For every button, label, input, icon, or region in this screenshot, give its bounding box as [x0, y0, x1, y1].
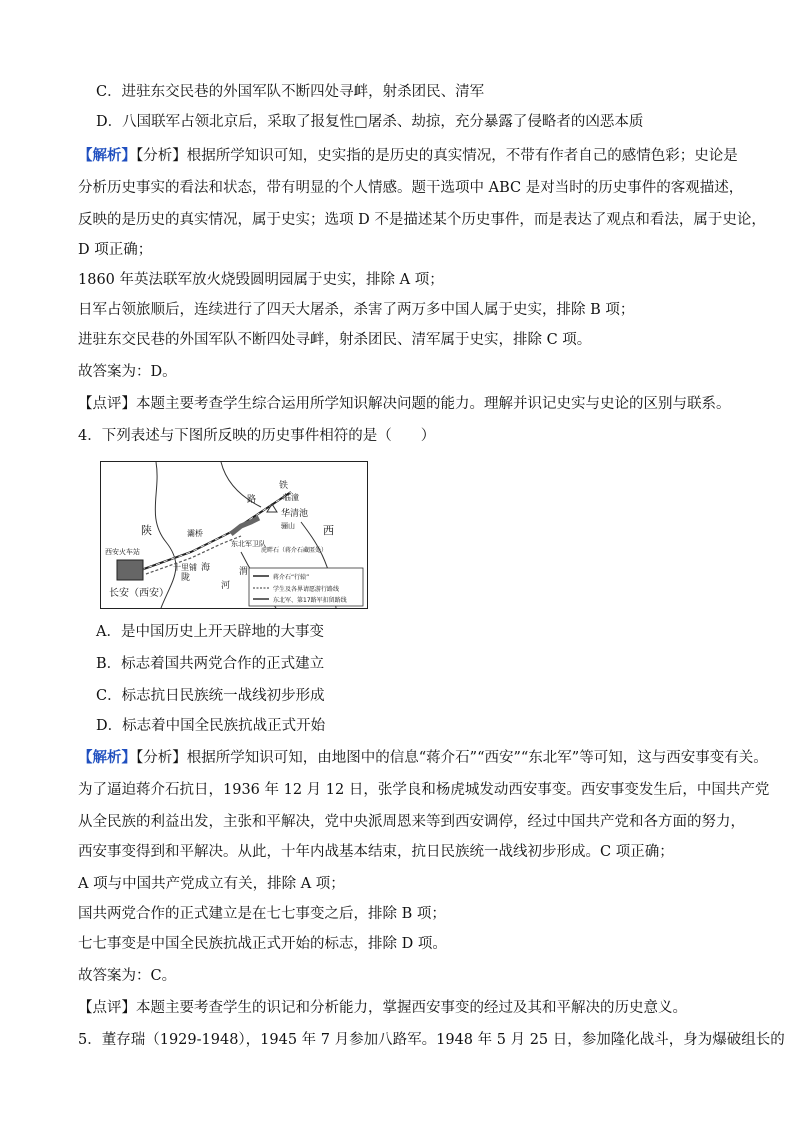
- q4-stem: 4．下列表述与下图所反映的历史事件相符的是（ ）: [78, 428, 436, 444]
- label-shilipu: 十里铺: [173, 563, 197, 572]
- label-xian-station: 西安火车站: [105, 548, 140, 556]
- label-hai: 海: [201, 563, 211, 573]
- map-svg: [101, 462, 367, 608]
- label-baqiao: 灞桥: [187, 529, 203, 538]
- legend-label-1: 蒋介石“行辕”: [273, 574, 310, 581]
- q4-answer: 故答案为：C。: [78, 968, 177, 984]
- troops-cluster: [231, 518, 259, 534]
- railway-line-dash: [141, 492, 291, 570]
- q3-option-c: C．进驻东交民巷的外国军队不断四处寻衅，射杀团民、清军: [96, 84, 485, 100]
- legend-label-3: 东北军、第17路军扣留路线: [273, 597, 347, 604]
- q3-analysis-line-3: 反映的是历史的真实情况，属于史实；选项 D 不是描述某个历史事件，而是表达了观点和看法，属于史论，: [78, 212, 766, 228]
- q3-exclude-a: 1860 年英法联军放火烧毁圆明园属于史实，排除 A 项；: [78, 272, 444, 288]
- q3-analysis-line-2: 分析历史事实的看法和状态，带有明显的个人情感。题干选项中 ABC 是对当时的历史事件的客观描述，: [78, 180, 744, 196]
- label-long: 陇: [181, 573, 191, 583]
- label-tie: 铁: [279, 481, 289, 491]
- q3-exclude-c: 进驻东交民巷的外国军队不断四处寻衅，射杀团民、清军属于史实，排除 C 项。: [78, 332, 592, 348]
- q3-comment: 【点评】本题主要考查学生综合运用所学知识解决问题的能力。理解并识记史实与史论的区别与联系。: [78, 396, 731, 412]
- q4-exclude-a: A 项与中国共产党成立有关，排除 A 项；: [78, 876, 345, 892]
- label-lu: 路: [247, 495, 257, 505]
- q4-option-b: B．标志着国共两党合作的正式建立: [96, 656, 325, 672]
- q4-analysis-line-3: 从全民族的利益出发，主张和平解决，党中央派周恩来等到西安调停，经过中国共产党和各方面的努力，: [78, 814, 745, 830]
- label-changan: 长安（西安）: [109, 588, 169, 599]
- q4-option-a: A．是中国历史上开天辟地的大事变: [96, 624, 324, 640]
- railway-line: [141, 492, 291, 570]
- label-lintong: 临潼: [283, 493, 299, 502]
- analysis-text: 根据所学知识可知，史实指的是历史的真实情况，不带有作者自己的感情色彩；史论是: [186, 148, 738, 164]
- q3-option-d: D．八国联军占领北京后，采取了报复性□屠杀、劫掠，充分暴露了侵略者的凶恶本质: [96, 114, 644, 130]
- changan-city-block: [117, 560, 143, 580]
- fenxi-tag: 【分析】: [136, 148, 187, 164]
- q4-exclude-b: 国共两党合作的正式建立是在七七事变之后，排除 B 项；: [78, 906, 446, 922]
- jiexi-tag: 【解析】: [78, 147, 136, 164]
- analysis-text: 根据所学知识可知，由地图中的信息“蒋介石”“西安”“东北军”等可知，这与西安事变有关。: [186, 750, 768, 766]
- q4-comment: 【点评】本题主要考查学生的识记和分析能力，掌握西安事变的经过及其和平解决的历史意义。: [78, 1000, 687, 1016]
- legend-label-2: 学生及各界请愿游行路线: [273, 586, 340, 593]
- label-wei: 渭: [239, 567, 249, 577]
- label-huaqingchi: 华清池: [281, 509, 309, 519]
- q4-analysis-line-1: [78, 748, 768, 768]
- q4-analysis-line-2: 为了逼迫蒋介石抗日，1936 年 12 月 12 日，张学良和杨虎城发动西安事变。西安事变发生后，中国共产党: [78, 782, 770, 798]
- q3-analysis-line-4: D 项正确；: [78, 242, 153, 258]
- q3-exclude-b: 日军占领旅顺后，连续进行了四天大屠杀，杀害了两万多中国人属于史实，排除 B 项；: [78, 302, 635, 318]
- label-dongbeijun: 东北军卫队: [231, 540, 266, 548]
- label-shaan: 陕: [141, 524, 152, 537]
- q5-stem: 5．董存瑞（1929-1948），1945 年 7 月参加八路军。1948 年 5 月 25 日，参加隆化战斗，身为爆破组长的: [78, 1032, 785, 1048]
- q4-exclude-d: 七七事变是中国全民族抗战正式开始的标志，排除 D 项。: [78, 936, 447, 952]
- label-huhushi: 虎畔石（蒋介石藏匿处）: [261, 547, 328, 554]
- fenxi-tag: 【分析】: [136, 750, 187, 766]
- label-xi: 西: [323, 524, 334, 537]
- label-he: 河: [221, 581, 231, 591]
- q4-option-d: D．标志着中国全民族抗战正式开始: [96, 718, 326, 734]
- q4-analysis-line-4: 西安事变得到和平解决。从此，十年内战基本结束，抗日民族统一战线初步形成。C 项正确；: [78, 844, 674, 860]
- label-lishan: 骊山: [281, 522, 295, 530]
- xian-incident-map: [100, 461, 368, 609]
- q3-answer: 故答案为：D。: [78, 364, 177, 380]
- q3-analysis-line-1: [78, 146, 738, 166]
- jiexi-tag: 【解析】: [78, 749, 136, 766]
- q4-option-c: C．标志抗日民族统一战线初步形成: [96, 688, 325, 704]
- map-boundary-left: [155, 462, 176, 608]
